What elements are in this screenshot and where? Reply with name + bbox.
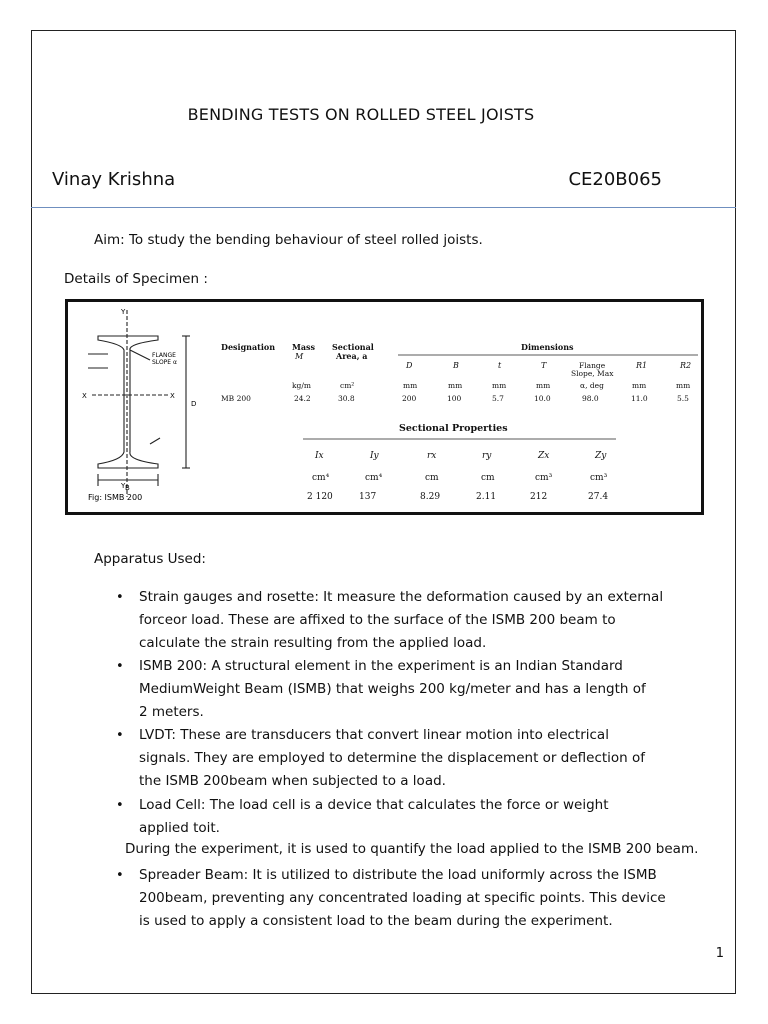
prop-ry: ry [482, 451, 492, 461]
svg-text:cm³: cm³ [590, 473, 608, 483]
specimen-row [221, 394, 689, 403]
svg-text:mm: mm [632, 381, 647, 390]
svg-text:MB 200: MB 200 [221, 394, 251, 403]
svg-text:2 120: 2 120 [307, 492, 333, 502]
svg-text:212: 212 [530, 492, 548, 502]
axis-label-y-top: Y [121, 308, 126, 316]
slope-alpha-label: SLOPE α [152, 359, 177, 366]
svg-text:200: 200 [402, 394, 417, 403]
aim-text: Aim: To study the bending behaviour of steel rolled joists. [94, 232, 483, 248]
dim-r1: R1 [636, 361, 648, 370]
svg-text:cm: cm [425, 473, 439, 483]
ismb-section-drawing [88, 310, 190, 497]
figure-caption: Fig: ISMB 200 [88, 493, 143, 502]
sectional-properties-table [303, 423, 616, 502]
axis-label-x-left: X [82, 392, 87, 400]
svg-text:mm: mm [448, 381, 463, 390]
dim-r2: R2 [680, 361, 692, 370]
bullet-icon: • [116, 590, 124, 605]
prop-zy: Zy [595, 451, 607, 461]
axis-label-y-bottom: Y [121, 482, 126, 490]
dim-tt: T [541, 361, 547, 370]
svg-text:10.0: 10.0 [534, 394, 551, 403]
prop-rx: rx [427, 451, 437, 461]
document-title: BENDING TESTS ON ROLLED STEEL JOISTS [187, 105, 535, 124]
loadcell-note: During the experiment, it is used to quantify the load applied to the ISMB 200 beam. [125, 841, 699, 857]
svg-text:mm: mm [492, 381, 507, 390]
svg-text:cm³: cm³ [535, 473, 553, 483]
svg-text:cm: cm [481, 473, 495, 483]
axis-label-x-right: X [170, 392, 175, 400]
dimension-label-d: D [191, 400, 197, 408]
col-mass-sub: M [295, 352, 304, 361]
dim-d: D [406, 361, 413, 370]
svg-text:5.5: 5.5 [677, 394, 689, 403]
bullet-icon: • [116, 798, 124, 813]
svg-text:100: 100 [447, 394, 462, 403]
svg-text:8.29: 8.29 [420, 492, 441, 502]
col-sectional: Sectional [332, 342, 374, 352]
specimen-figure-drawing [68, 302, 701, 512]
prop-zx: Zx [538, 451, 550, 461]
dim-b: B [453, 361, 459, 370]
roll-number: CE20B065 [568, 169, 662, 190]
svg-text:cm⁴: cm⁴ [365, 473, 383, 483]
bullet-icon: • [116, 659, 124, 674]
svg-text:cm⁴: cm⁴ [312, 473, 330, 483]
svg-text:kg/m: kg/m [292, 381, 311, 390]
prop-iy: Iy [370, 451, 379, 461]
dim-flange-slope: Slope, Max [571, 369, 614, 378]
col-designation: Designation [221, 342, 276, 352]
sectional-properties-title: Sectional Properties [399, 423, 508, 434]
svg-text:11.0: 11.0 [631, 394, 648, 403]
author-name: Vinay Krishna [52, 169, 176, 190]
specimen-figure [65, 299, 704, 515]
prop-ix: Ix [315, 451, 324, 461]
apparatus-heading: Apparatus Used: [94, 551, 206, 567]
specimen-heading: Details of Specimen : [64, 271, 208, 287]
svg-text:98.0: 98.0 [582, 394, 599, 403]
svg-text:mm: mm [536, 381, 551, 390]
svg-text:27.4: 27.4 [588, 492, 609, 502]
svg-text:2.11: 2.11 [476, 492, 497, 502]
bullet-icon: • [116, 868, 124, 883]
units-row [292, 381, 690, 390]
svg-text:cm²: cm² [340, 381, 355, 390]
svg-text:30.8: 30.8 [338, 394, 355, 403]
dimension-label-b: B [125, 484, 130, 492]
header-divider [31, 207, 736, 208]
svg-text:137: 137 [359, 492, 377, 502]
svg-text:α, deg: α, deg [580, 381, 604, 390]
svg-text:mm: mm [403, 381, 418, 390]
svg-text:5.7: 5.7 [492, 394, 504, 403]
dim-t: t [498, 361, 502, 370]
dim-flange: Flange [579, 361, 606, 370]
svg-text:24.2: 24.2 [294, 394, 311, 403]
page-number: 1 [715, 946, 724, 961]
col-mass: Mass [292, 342, 316, 352]
bullet-icon: • [116, 728, 124, 743]
flange-slope-label: FLANGE [152, 352, 176, 359]
col-area: Area, a [336, 351, 368, 361]
col-dimensions: Dimensions [521, 342, 574, 352]
svg-text:mm: mm [676, 381, 691, 390]
dimensions-table [221, 342, 698, 403]
